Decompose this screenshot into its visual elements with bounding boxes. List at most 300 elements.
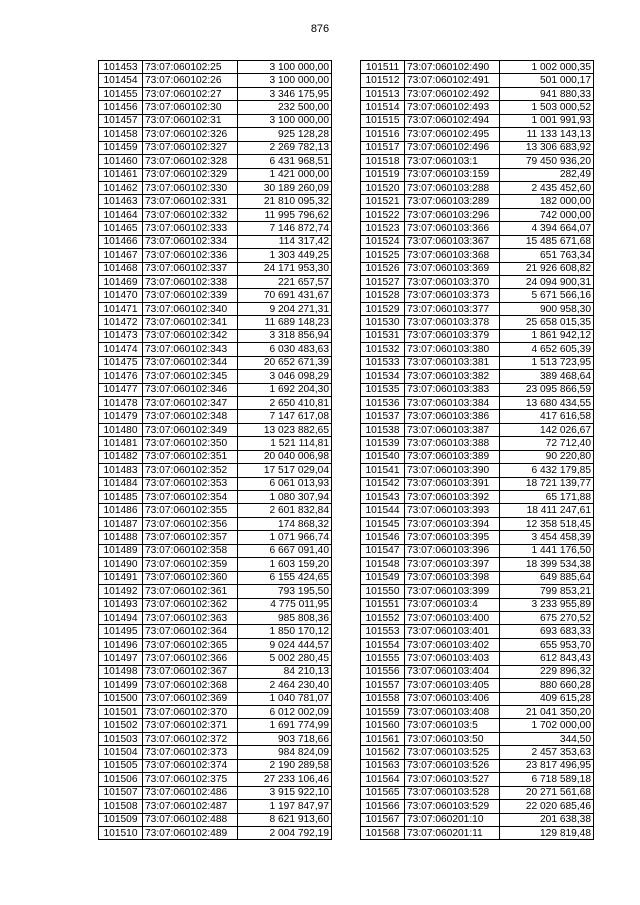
cadastral-value-cell: 389 468,64 xyxy=(500,370,594,383)
table-row xyxy=(99,168,332,181)
cadastral-number-cell: 73:07:060103:399 xyxy=(405,585,500,598)
table-row xyxy=(99,141,332,154)
cadastral-number-cell: 73:07:060103:5 xyxy=(405,719,500,732)
cadastral-value-cell: 3 100 000,00 xyxy=(238,114,332,127)
cadastral-value-cell: 23 095 866,59 xyxy=(500,383,594,396)
row-number-cell: 101535 xyxy=(361,383,405,396)
cadastral-number-cell: 73:07:060103:528 xyxy=(405,786,500,799)
cadastral-value-cell: 142 026,67 xyxy=(500,423,594,436)
cadastral-table-right xyxy=(360,60,594,840)
row-number-cell: 101478 xyxy=(99,396,143,409)
cadastral-value-cell: 23 817 496,95 xyxy=(500,759,594,772)
table-row xyxy=(361,396,594,409)
table-row xyxy=(361,289,594,302)
table-row xyxy=(99,114,332,127)
cadastral-number-cell: 73:07:060102:372 xyxy=(143,732,238,745)
cadastral-value-cell: 1 692 204,30 xyxy=(238,383,332,396)
cadastral-number-cell: 73:07:060102:373 xyxy=(143,746,238,759)
row-number-cell: 101541 xyxy=(361,464,405,477)
cadastral-value-cell: 84 210,13 xyxy=(238,665,332,678)
row-number-cell: 101501 xyxy=(99,706,143,719)
cadastral-number-cell: 73:07:060103:369 xyxy=(405,262,500,275)
table-row xyxy=(361,208,594,221)
table-row xyxy=(99,87,332,100)
cadastral-number-cell: 73:07:060102:364 xyxy=(143,625,238,638)
table-row xyxy=(361,800,594,813)
cadastral-number-cell: 73:07:060102:358 xyxy=(143,544,238,557)
cadastral-number-cell: 73:07:060103:1 xyxy=(405,155,500,168)
row-number-cell: 101487 xyxy=(99,517,143,530)
cadastral-number-cell: 73:07:060103:408 xyxy=(405,706,500,719)
cadastral-number-cell: 73:07:060102:375 xyxy=(143,773,238,786)
cadastral-number-cell: 73:07:060103:406 xyxy=(405,692,500,705)
row-number-cell: 101489 xyxy=(99,544,143,557)
table-row xyxy=(99,638,332,651)
row-number-cell: 101508 xyxy=(99,800,143,813)
cadastral-value-cell: 232 500,00 xyxy=(238,101,332,114)
cadastral-value-cell: 1 001 991,93 xyxy=(500,114,594,127)
table-row xyxy=(99,74,332,87)
cadastral-number-cell: 73:07:060103:397 xyxy=(405,558,500,571)
row-number-cell: 101467 xyxy=(99,249,143,262)
row-number-cell: 101555 xyxy=(361,652,405,665)
cadastral-value-cell: 1 503 000,52 xyxy=(500,101,594,114)
cadastral-number-cell: 73:07:060103:395 xyxy=(405,531,500,544)
cadastral-value-cell: 799 853,21 xyxy=(500,585,594,598)
cadastral-number-cell: 73:07:060103:392 xyxy=(405,491,500,504)
row-number-cell: 101471 xyxy=(99,302,143,315)
row-number-cell: 101544 xyxy=(361,504,405,517)
table-row xyxy=(361,517,594,530)
cadastral-value-cell: 903 718,66 xyxy=(238,732,332,745)
table-row xyxy=(99,410,332,423)
table-row xyxy=(361,410,594,423)
cadastral-value-cell: 2 190 289,58 xyxy=(238,759,332,772)
table-row xyxy=(361,316,594,329)
table-row xyxy=(99,383,332,396)
table-row xyxy=(99,665,332,678)
table-row xyxy=(361,302,594,315)
table-row xyxy=(99,531,332,544)
cadastral-number-cell: 73:07:060103:400 xyxy=(405,611,500,624)
table-row xyxy=(361,168,594,181)
cadastral-table-left xyxy=(98,60,332,840)
table-row xyxy=(361,719,594,732)
row-number-cell: 101502 xyxy=(99,719,143,732)
row-number-cell: 101564 xyxy=(361,773,405,786)
cadastral-value-cell: 30 189 260,09 xyxy=(238,181,332,194)
table-row xyxy=(99,235,332,248)
cadastral-value-cell: 5 002 280,45 xyxy=(238,652,332,665)
cadastral-value-cell: 18 399 534,38 xyxy=(500,558,594,571)
row-number-cell: 101492 xyxy=(99,585,143,598)
table-row xyxy=(361,477,594,490)
cadastral-number-cell: 73:07:060103:404 xyxy=(405,665,500,678)
cadastral-value-cell: 612 843,43 xyxy=(500,652,594,665)
cadastral-number-cell: 73:07:060103:288 xyxy=(405,181,500,194)
row-number-cell: 101483 xyxy=(99,464,143,477)
cadastral-value-cell: 7 146 872,74 xyxy=(238,222,332,235)
cadastral-value-cell: 1 002 000,35 xyxy=(500,61,594,74)
row-number-cell: 101552 xyxy=(361,611,405,624)
table-row xyxy=(361,679,594,692)
cadastral-value-cell: 2 457 353,63 xyxy=(500,746,594,759)
cadastral-number-cell: 73:07:060102:495 xyxy=(405,128,500,141)
cadastral-number-cell: 73:07:060103:402 xyxy=(405,638,500,651)
row-number-cell: 101554 xyxy=(361,638,405,651)
cadastral-number-cell: 73:07:060102:366 xyxy=(143,652,238,665)
row-number-cell: 101504 xyxy=(99,746,143,759)
table-row xyxy=(99,800,332,813)
row-number-cell: 101499 xyxy=(99,679,143,692)
cadastral-number-cell: 73:07:060102:369 xyxy=(143,692,238,705)
table-row xyxy=(361,128,594,141)
cadastral-number-cell: 73:07:060102:25 xyxy=(143,61,238,74)
row-number-cell: 101533 xyxy=(361,356,405,369)
cadastral-value-cell: 649 885,64 xyxy=(500,571,594,584)
table-row xyxy=(361,706,594,719)
cadastral-value-cell: 651 763,34 xyxy=(500,249,594,262)
cadastral-value-cell: 13 306 683,92 xyxy=(500,141,594,154)
row-number-cell: 101497 xyxy=(99,652,143,665)
cadastral-number-cell: 73:07:060102:353 xyxy=(143,477,238,490)
row-number-cell: 101549 xyxy=(361,571,405,584)
table-row xyxy=(361,235,594,248)
cadastral-value-cell: 9 204 271,31 xyxy=(238,302,332,315)
table-row xyxy=(99,181,332,194)
row-number-cell: 101466 xyxy=(99,235,143,248)
cadastral-number-cell: 73:07:060102:339 xyxy=(143,289,238,302)
row-number-cell: 101516 xyxy=(361,128,405,141)
table-row xyxy=(361,181,594,194)
cadastral-value-cell: 90 220,80 xyxy=(500,450,594,463)
cadastral-number-cell: 73:07:060102:346 xyxy=(143,383,238,396)
row-number-cell: 101515 xyxy=(361,114,405,127)
cadastral-value-cell: 201 638,38 xyxy=(500,813,594,826)
cadastral-number-cell: 73:07:060102:351 xyxy=(143,450,238,463)
row-number-cell: 101469 xyxy=(99,276,143,289)
cadastral-number-cell: 73:07:060102:336 xyxy=(143,249,238,262)
cadastral-number-cell: 73:07:060102:355 xyxy=(143,504,238,517)
cadastral-number-cell: 73:07:060102:343 xyxy=(143,343,238,356)
cadastral-value-cell: 7 147 617,08 xyxy=(238,410,332,423)
cadastral-value-cell: 1 861 942,12 xyxy=(500,329,594,342)
cadastral-value-cell: 21 926 608,82 xyxy=(500,262,594,275)
cadastral-value-cell: 6 432 179,85 xyxy=(500,464,594,477)
table-row xyxy=(99,504,332,517)
row-number-cell: 101518 xyxy=(361,155,405,168)
row-number-cell: 101514 xyxy=(361,101,405,114)
cadastral-value-cell: 182 000,00 xyxy=(500,195,594,208)
table-row xyxy=(99,517,332,530)
cadastral-number-cell: 73:07:060102:327 xyxy=(143,141,238,154)
cadastral-value-cell: 1 303 449,25 xyxy=(238,249,332,262)
cadastral-number-cell: 73:07:060103:381 xyxy=(405,356,500,369)
row-number-cell: 101560 xyxy=(361,719,405,732)
cadastral-value-cell: 1 521 114,81 xyxy=(238,437,332,450)
cadastral-number-cell: 73:07:060103:366 xyxy=(405,222,500,235)
cadastral-value-cell: 941 880,33 xyxy=(500,87,594,100)
cadastral-number-cell: 73:07:060103:383 xyxy=(405,383,500,396)
table-row xyxy=(361,423,594,436)
cadastral-value-cell: 6 061 013,93 xyxy=(238,477,332,490)
cadastral-value-cell: 1 080 307,94 xyxy=(238,491,332,504)
cadastral-value-cell: 70 691 431,67 xyxy=(238,289,332,302)
cadastral-value-cell: 2 464 230,40 xyxy=(238,679,332,692)
table-row xyxy=(99,759,332,772)
row-number-cell: 101558 xyxy=(361,692,405,705)
cadastral-number-cell: 73:07:060103:393 xyxy=(405,504,500,517)
cadastral-number-cell: 73:07:060102:352 xyxy=(143,464,238,477)
row-number-cell: 101517 xyxy=(361,141,405,154)
cadastral-value-cell: 4 652 605,39 xyxy=(500,343,594,356)
cadastral-value-cell: 114 317,42 xyxy=(238,235,332,248)
table-row xyxy=(99,437,332,450)
cadastral-value-cell: 3 046 098,29 xyxy=(238,370,332,383)
cadastral-number-cell: 73:07:060102:328 xyxy=(143,155,238,168)
table-row xyxy=(361,87,594,100)
cadastral-value-cell: 2 601 832,84 xyxy=(238,504,332,517)
cadastral-number-cell: 73:07:060102:487 xyxy=(143,800,238,813)
row-number-cell: 101526 xyxy=(361,262,405,275)
cadastral-number-cell: 73:07:060102:30 xyxy=(143,101,238,114)
table-row xyxy=(361,504,594,517)
row-number-cell: 101453 xyxy=(99,61,143,74)
cadastral-value-cell: 24 094 900,31 xyxy=(500,276,594,289)
table-row xyxy=(361,773,594,786)
cadastral-value-cell: 9 024 444,57 xyxy=(238,638,332,651)
cadastral-number-cell: 73:07:060103:382 xyxy=(405,370,500,383)
row-number-cell: 101472 xyxy=(99,316,143,329)
table-row xyxy=(99,316,332,329)
row-number-cell: 101538 xyxy=(361,423,405,436)
row-number-cell: 101521 xyxy=(361,195,405,208)
cadastral-value-cell: 20 271 561,68 xyxy=(500,786,594,799)
cadastral-value-cell: 2 269 782,13 xyxy=(238,141,332,154)
cadastral-value-cell: 3 915 922,10 xyxy=(238,786,332,799)
cadastral-value-cell: 21 041 350,20 xyxy=(500,706,594,719)
table-row xyxy=(361,464,594,477)
table-row xyxy=(99,585,332,598)
cadastral-number-cell: 73:07:060102:349 xyxy=(143,423,238,436)
cadastral-value-cell: 11 133 143,13 xyxy=(500,128,594,141)
cadastral-number-cell: 73:07:060103:391 xyxy=(405,477,500,490)
cadastral-number-cell: 73:07:060103:4 xyxy=(405,598,500,611)
cadastral-number-cell: 73:07:060102:360 xyxy=(143,571,238,584)
table-row xyxy=(99,61,332,74)
table-row xyxy=(361,249,594,262)
table-row xyxy=(99,464,332,477)
row-number-cell: 101484 xyxy=(99,477,143,490)
row-number-cell: 101480 xyxy=(99,423,143,436)
row-number-cell: 101511 xyxy=(361,61,405,74)
cadastral-number-cell: 73:07:060102:330 xyxy=(143,181,238,194)
table-row xyxy=(99,289,332,302)
table-row xyxy=(361,356,594,369)
table-row xyxy=(361,450,594,463)
cadastral-value-cell: 129 819,48 xyxy=(500,826,594,839)
row-number-cell: 101545 xyxy=(361,517,405,530)
table-row xyxy=(361,813,594,826)
cadastral-value-cell: 793 195,50 xyxy=(238,585,332,598)
cadastral-value-cell: 925 128,28 xyxy=(238,128,332,141)
row-number-cell: 101525 xyxy=(361,249,405,262)
table-row xyxy=(361,585,594,598)
table-row xyxy=(99,356,332,369)
cadastral-number-cell: 73:07:060103:379 xyxy=(405,329,500,342)
cadastral-value-cell: 2 435 452,60 xyxy=(500,181,594,194)
row-number-cell: 101512 xyxy=(361,74,405,87)
cadastral-value-cell: 6 718 589,18 xyxy=(500,773,594,786)
table-row xyxy=(99,343,332,356)
cadastral-number-cell: 73:07:060102:331 xyxy=(143,195,238,208)
cadastral-number-cell: 73:07:060103:525 xyxy=(405,746,500,759)
row-number-cell: 101539 xyxy=(361,437,405,450)
cadastral-value-cell: 79 450 936,20 xyxy=(500,155,594,168)
table-row xyxy=(361,276,594,289)
table-row xyxy=(99,155,332,168)
cadastral-value-cell: 17 517 029,04 xyxy=(238,464,332,477)
table-row xyxy=(361,531,594,544)
row-number-cell: 101465 xyxy=(99,222,143,235)
cadastral-value-cell: 6 155 424,65 xyxy=(238,571,332,584)
cadastral-number-cell: 73:07:060102:496 xyxy=(405,141,500,154)
table-row xyxy=(99,625,332,638)
row-number-cell: 101475 xyxy=(99,356,143,369)
cadastral-number-cell: 73:07:060103:529 xyxy=(405,800,500,813)
row-number-cell: 101477 xyxy=(99,383,143,396)
row-number-cell: 101563 xyxy=(361,759,405,772)
row-number-cell: 101513 xyxy=(361,87,405,100)
table-row xyxy=(361,61,594,74)
cadastral-number-cell: 73:07:060103:398 xyxy=(405,571,500,584)
row-number-cell: 101474 xyxy=(99,343,143,356)
row-number-cell: 101520 xyxy=(361,181,405,194)
cadastral-value-cell: 13 680 434,55 xyxy=(500,396,594,409)
row-number-cell: 101503 xyxy=(99,732,143,745)
row-number-cell: 101482 xyxy=(99,450,143,463)
row-number-cell: 101527 xyxy=(361,276,405,289)
table-row xyxy=(361,491,594,504)
row-number-cell: 101495 xyxy=(99,625,143,638)
cadastral-value-cell: 880 660,28 xyxy=(500,679,594,692)
cadastral-number-cell: 73:07:060102:337 xyxy=(143,262,238,275)
table-row xyxy=(361,141,594,154)
cadastral-number-cell: 73:07:060103:527 xyxy=(405,773,500,786)
cadastral-value-cell: 8 621 913,60 xyxy=(238,813,332,826)
table-row xyxy=(99,746,332,759)
table-row xyxy=(99,222,332,235)
cadastral-value-cell: 18 411 247,61 xyxy=(500,504,594,517)
cadastral-number-cell: 73:07:060103:50 xyxy=(405,732,500,745)
cadastral-value-cell: 6 012 002,09 xyxy=(238,706,332,719)
cadastral-value-cell: 6 431 968,51 xyxy=(238,155,332,168)
table-row xyxy=(361,692,594,705)
row-number-cell: 101547 xyxy=(361,544,405,557)
row-number-cell: 101565 xyxy=(361,786,405,799)
cadastral-number-cell: 73:07:060102:356 xyxy=(143,517,238,530)
table-row xyxy=(99,571,332,584)
table-row xyxy=(361,746,594,759)
cadastral-value-cell: 417 616,58 xyxy=(500,410,594,423)
cadastral-number-cell: 73:07:060103:159 xyxy=(405,168,500,181)
cadastral-number-cell: 73:07:060102:332 xyxy=(143,208,238,221)
cadastral-value-cell: 18 721 139,77 xyxy=(500,477,594,490)
table-row xyxy=(361,437,594,450)
cadastral-number-cell: 73:07:060102:365 xyxy=(143,638,238,651)
table-row xyxy=(99,101,332,114)
cadastral-value-cell: 1 702 000,00 xyxy=(500,719,594,732)
table-row xyxy=(99,652,332,665)
cadastral-value-cell: 1 071 966,74 xyxy=(238,531,332,544)
table-row xyxy=(99,773,332,786)
cadastral-number-cell: 73:07:060102:344 xyxy=(143,356,238,369)
cadastral-number-cell: 73:07:060103:378 xyxy=(405,316,500,329)
table-row xyxy=(361,571,594,584)
cadastral-number-cell: 73:07:060102:334 xyxy=(143,235,238,248)
row-number-cell: 101506 xyxy=(99,773,143,786)
table-row xyxy=(361,732,594,745)
cadastral-number-cell: 73:07:060103:387 xyxy=(405,423,500,436)
cadastral-value-cell: 24 171 953,30 xyxy=(238,262,332,275)
row-number-cell: 101462 xyxy=(99,181,143,194)
row-number-cell: 101562 xyxy=(361,746,405,759)
row-number-cell: 101481 xyxy=(99,437,143,450)
table-row xyxy=(99,679,332,692)
cadastral-value-cell: 2 650 410,81 xyxy=(238,396,332,409)
row-number-cell: 101485 xyxy=(99,491,143,504)
row-number-cell: 101550 xyxy=(361,585,405,598)
row-number-cell: 101500 xyxy=(99,692,143,705)
cadastral-value-cell: 4 394 664,07 xyxy=(500,222,594,235)
cadastral-number-cell: 73:07:060102:370 xyxy=(143,706,238,719)
cadastral-value-cell: 1 850 170,12 xyxy=(238,625,332,638)
row-number-cell: 101461 xyxy=(99,168,143,181)
row-number-cell: 101543 xyxy=(361,491,405,504)
table-row xyxy=(361,544,594,557)
cadastral-value-cell: 655 953,70 xyxy=(500,638,594,651)
cadastral-number-cell: 73:07:060102:359 xyxy=(143,558,238,571)
cadastral-value-cell: 22 020 685,46 xyxy=(500,800,594,813)
cadastral-value-cell: 1 603 159,20 xyxy=(238,558,332,571)
cadastral-value-cell: 21 810 095,32 xyxy=(238,195,332,208)
cadastral-value-cell: 1 197 847,97 xyxy=(238,800,332,813)
cadastral-number-cell: 73:07:060201:11 xyxy=(405,826,500,839)
cadastral-value-cell: 221 657,57 xyxy=(238,276,332,289)
cadastral-number-cell: 73:07:060102:493 xyxy=(405,101,500,114)
table-row xyxy=(361,195,594,208)
cadastral-number-cell: 73:07:060103:289 xyxy=(405,195,500,208)
table-row xyxy=(99,692,332,705)
row-number-cell: 101464 xyxy=(99,208,143,221)
cadastral-number-cell: 73:07:060103:384 xyxy=(405,396,500,409)
cadastral-number-cell: 73:07:060201:10 xyxy=(405,813,500,826)
cadastral-value-cell: 984 824,09 xyxy=(238,746,332,759)
row-number-cell: 101567 xyxy=(361,813,405,826)
cadastral-value-cell: 3 100 000,00 xyxy=(238,61,332,74)
row-number-cell: 101505 xyxy=(99,759,143,772)
row-number-cell: 101524 xyxy=(361,235,405,248)
cadastral-value-cell: 11 995 796,62 xyxy=(238,208,332,221)
row-number-cell: 101542 xyxy=(361,477,405,490)
row-number-cell: 101463 xyxy=(99,195,143,208)
cadastral-number-cell: 73:07:060103:373 xyxy=(405,289,500,302)
cadastral-value-cell: 742 000,00 xyxy=(500,208,594,221)
cadastral-value-cell: 20 040 006,98 xyxy=(238,450,332,463)
row-number-cell: 101523 xyxy=(361,222,405,235)
row-number-cell: 101493 xyxy=(99,598,143,611)
table-row xyxy=(361,786,594,799)
